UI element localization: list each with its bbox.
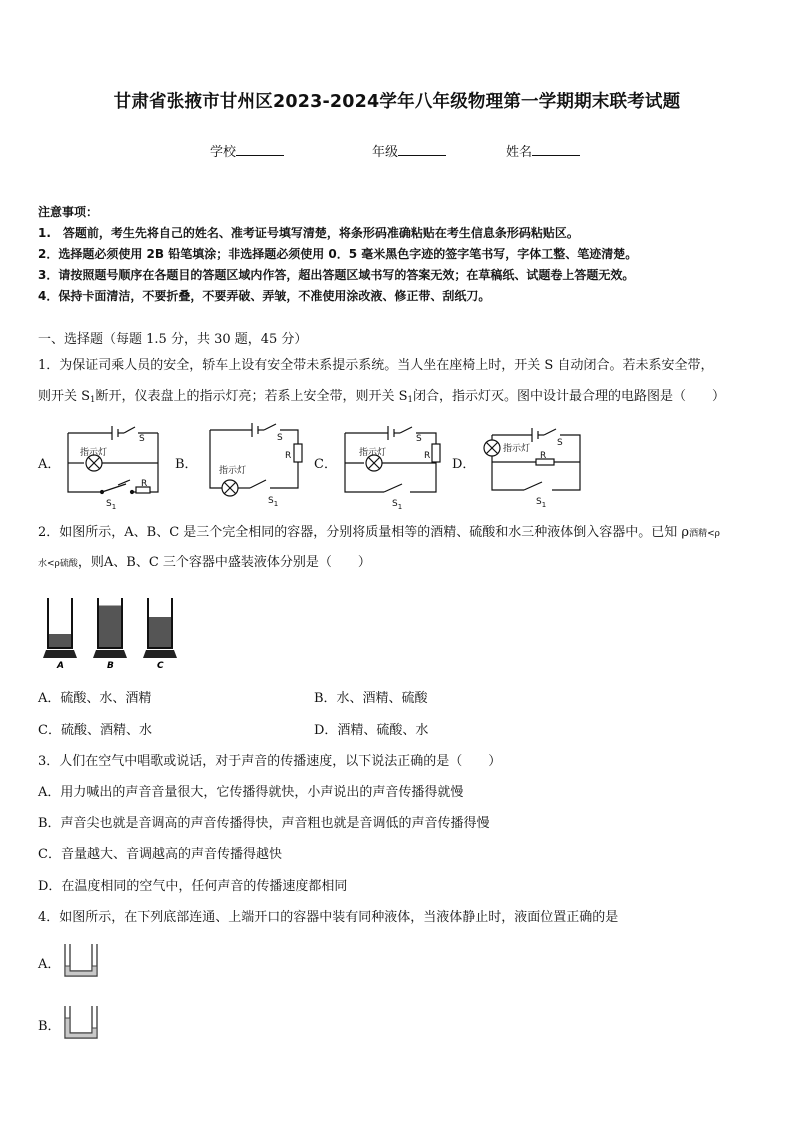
q1-stem-line1: 1．为保证司乘人员的安全，轿车上设有安全带未系提示系统。当人坐在座椅上时，开关 S 自动闭合。若未系安全带， bbox=[38, 358, 714, 373]
note-item: 3．请按照题号顺序在各题目的答题区域内作答，超出答题区域书写的答案无效；在草稿纸、试题卷上答题无效。 bbox=[38, 268, 635, 282]
switch-s-label: S bbox=[416, 434, 422, 444]
container-b bbox=[93, 598, 127, 671]
liquid-fill bbox=[49, 634, 71, 648]
q3-stem: 3．人们在空气中唱歌或说话，对于声音的传播速度，以下说法正确的是（ ） bbox=[38, 754, 502, 769]
school-field: 学校 bbox=[210, 141, 284, 160]
exam-title: 甘肃省张掖市甘州区2023-2024学年八年级物理第一学期期末联考试题 bbox=[113, 92, 681, 112]
liquid-fill bbox=[99, 606, 121, 649]
q2-option-c: C．硫酸、酒精、水 bbox=[38, 723, 152, 738]
q4-option-a-label: A． bbox=[38, 957, 61, 972]
switch-s-label: S bbox=[277, 433, 283, 443]
q3-option-a: A．用力喊出的声音音量很大，它传播得就快，小声说出的声音传播得就慢 bbox=[38, 785, 464, 800]
q4-option-b-label: B． bbox=[38, 1019, 61, 1034]
container-base bbox=[143, 650, 177, 658]
switch-s-label: S bbox=[557, 438, 563, 448]
q3-option-c: C．音量越大、音调越高的声音传播得越快 bbox=[38, 847, 282, 862]
container-label: B bbox=[107, 661, 114, 671]
resistor-label: R bbox=[540, 451, 547, 461]
q3-option-d: D．在温度相同的空气中，任何声音的传播速度都相同 bbox=[38, 879, 348, 894]
q1-option-c-label: C． bbox=[314, 457, 337, 472]
note-item: 1. 答题前，考生先将自己的姓名、准考证号填写清楚，将条形码准确粘贴在考生信息条形码粘贴区。 bbox=[38, 226, 579, 240]
switch-s1-label: $S_1$ bbox=[268, 496, 279, 508]
switch-s1-label: $S_1$ bbox=[392, 499, 403, 511]
q2-containers-figure bbox=[40, 590, 210, 672]
q2-stem-line2: 水<ρ硫酸，则A、B、C 三个容器中盛装液体分别是（ ） bbox=[38, 555, 371, 570]
liquid-fill bbox=[149, 617, 171, 648]
name-field: 姓名 bbox=[506, 141, 580, 160]
q1-option-d-label: D． bbox=[452, 457, 476, 472]
container-base bbox=[93, 650, 127, 658]
container-base bbox=[43, 650, 77, 658]
q2-option-a: A．硫酸、水、酒精 bbox=[38, 691, 152, 706]
q1-stem-line2: 则开关 $S_1$断开，仪表盘上的指示灯亮；若系上安全带，则开关 $S_1$闭合，指示灯灭。图中设计最合理的电路图是（ ） bbox=[38, 389, 725, 405]
container-a bbox=[43, 598, 77, 671]
q4-option-a-vessel bbox=[62, 942, 102, 980]
note-item: 2．选择题必须使用 2B 铅笔填涂；非选择题必须使用 0．5 毫米黑色字迹的签字笔书写，字体工整、笔迹清楚。 bbox=[38, 247, 638, 261]
section-heading: 一、选择题（每题 1.5 分，共 30 题，45 分） bbox=[38, 332, 308, 347]
q2-stem-line1: 2．如图所示，A、B、C 是三个完全相同的容器，分别将质量相等的酒精、硫酸和水三种液体倒入容器中。已知 ρ酒精<ρ bbox=[38, 525, 720, 540]
notes-heading: 注意事项： bbox=[38, 205, 99, 219]
q1-circuit-diagrams bbox=[0, 0, 794, 520]
container-c bbox=[143, 598, 177, 671]
lamp-label: 指示灯 bbox=[503, 444, 531, 454]
q2-option-b: B．水、酒精、硫酸 bbox=[314, 691, 428, 706]
switch-s1-label: $S_1$ bbox=[106, 499, 117, 511]
grade-field: 年级 bbox=[372, 141, 446, 160]
container-label: A bbox=[57, 661, 64, 671]
lamp-label: 指示灯 bbox=[359, 448, 387, 458]
q1-option-a-label: A． bbox=[38, 457, 61, 472]
lamp-label: 指示灯 bbox=[80, 448, 108, 458]
container-label: C bbox=[157, 661, 164, 671]
q3-option-b: B．声音尖也就是音调高的声音传播得快，声音粗也就是音调低的声音传播得慢 bbox=[38, 816, 490, 831]
resistor-label: R bbox=[285, 451, 292, 461]
q4-option-b-vessel bbox=[62, 1004, 102, 1042]
q2-option-d: D．酒精、硫酸、水 bbox=[314, 723, 429, 738]
q1-option-b-label: B． bbox=[175, 457, 198, 472]
resistor-label: R bbox=[424, 451, 431, 461]
resistor-label: R bbox=[141, 479, 148, 489]
lamp-label: 指示灯 bbox=[219, 466, 247, 476]
circuit-d bbox=[484, 428, 580, 490]
q4-stem: 4．如图所示，在下列底部连通、上端开口的容器中装有同种液体，当液体静止时，液面位置正确的是 bbox=[38, 910, 619, 925]
note-item: 4．保持卡面清洁，不要折叠，不要弄破、弄皱，不准使用涂改液、修正带、刮纸刀。 bbox=[38, 289, 491, 303]
switch-s1-label: $S_1$ bbox=[536, 497, 547, 509]
switch-s-label: S bbox=[139, 434, 145, 444]
